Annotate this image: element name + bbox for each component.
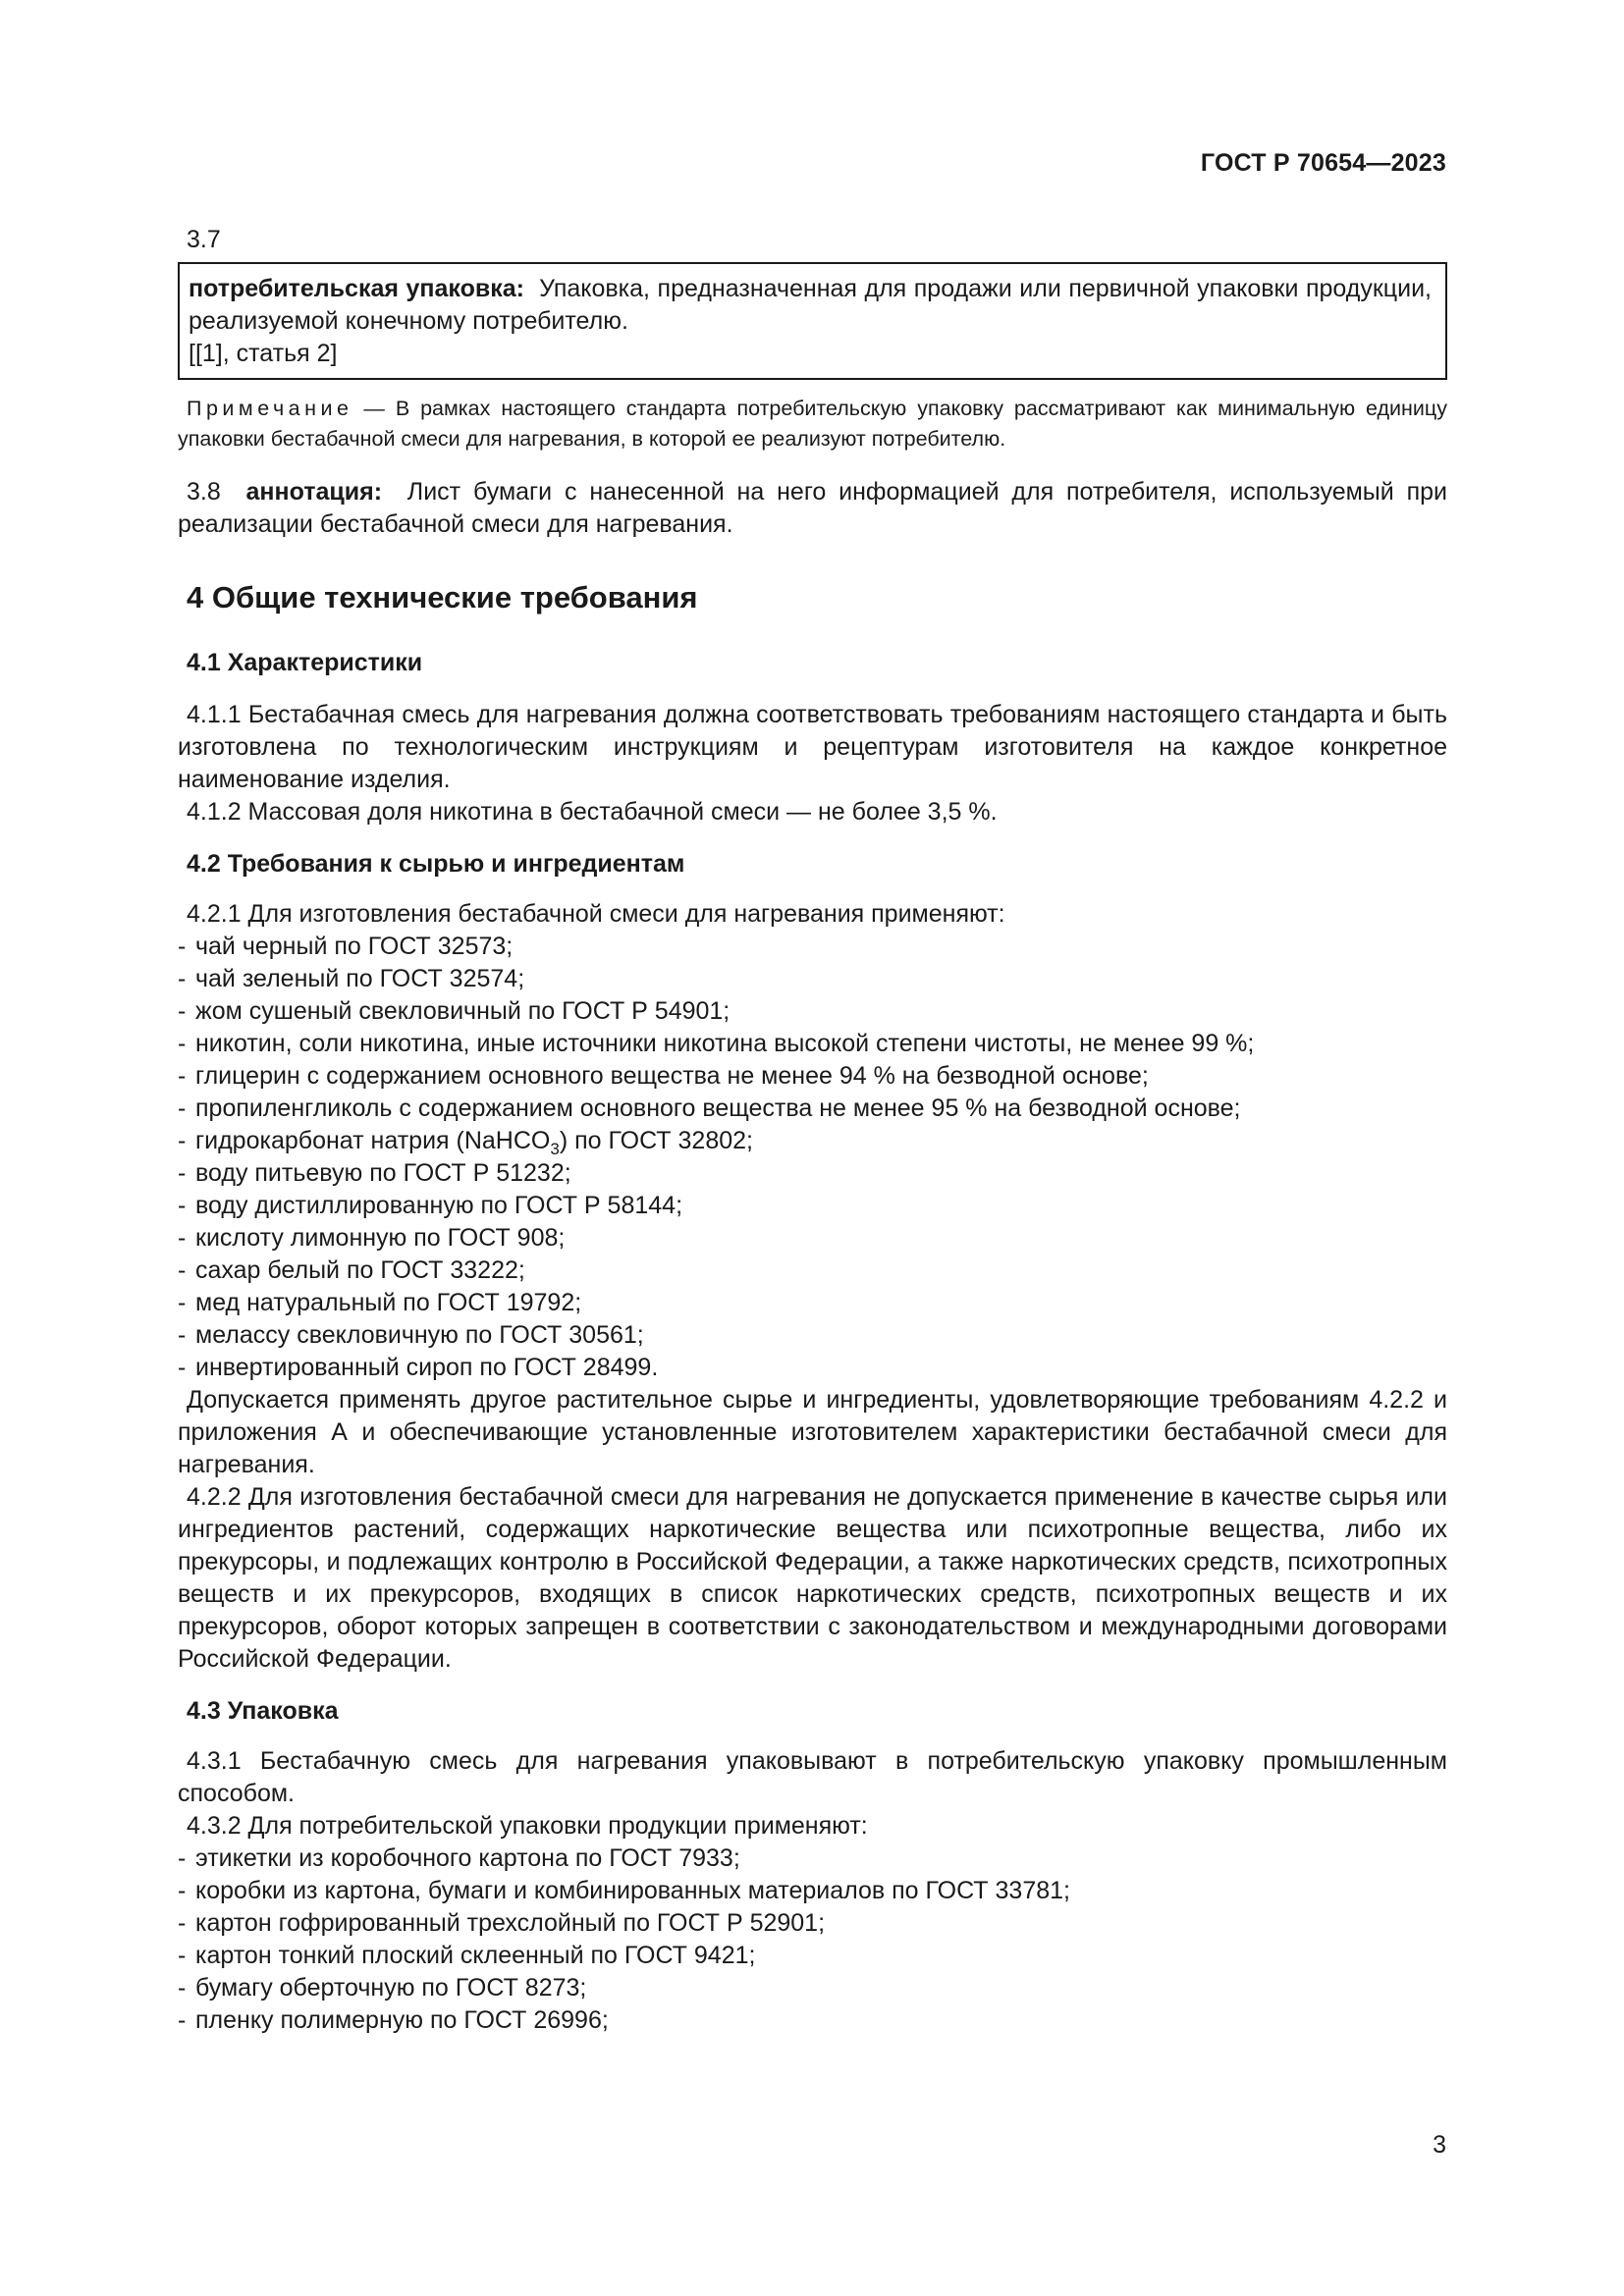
term-3-7-definition: Упаковка, предназначенная для продажи или первичной упаковки продукции, реализуемой конечному потребителю.	[189, 275, 1432, 335]
term-3-8-definition: Лист бумаги с нанесенной на него информацией для потребителя, используемый при реализации бестабачной смеси для нагревания.	[178, 477, 1447, 538]
note-label: Примечание	[187, 397, 353, 420]
paragraph-4-1-1: 4.1.1 Бестабачная смесь для нагревания должна соответствовать требованиям настоящего стандарта и быть изготовлена по технологическим инструкциям и рецептурам изготовителя на каждое конкретное наименование изделия.	[178, 700, 1447, 793]
term-3-8	[178, 476, 1447, 541]
paragraph-allowed: Допускается применять другое растительное сырье и ингредиенты, удовлетворяющие требованиям 4.2.2 и приложения А и обеспечивающие установленные изготовителем характеристики бестабачной смеси для нагревания.	[178, 1385, 1447, 1478]
list-item: - картон гофрированный трехслойный по ГОСТ Р 52901;	[178, 1908, 826, 1937]
list-item: - чай зеленый по ГОСТ 32574;	[178, 964, 525, 992]
section-4-title: 4 Общие технические требования	[187, 579, 698, 614]
term-3-7-term: потребительская упаковка:	[189, 275, 524, 302]
list-item: - воду питьевую по ГОСТ Р 51232;	[178, 1158, 571, 1187]
list-item: - пленку полимерную по ГОСТ 26996;	[178, 2005, 609, 2034]
list-item: - этикетки из коробочного картона по ГОСТ 7933;	[178, 1843, 740, 1872]
term-3-8-term: аннотация:	[245, 477, 383, 506]
list-item: - никотин, соли никотина, иные источники никотина высокой степени чистоты, не менее 99 %;	[178, 1029, 1255, 1057]
list-item: - гидрокарбонат натрия (NaHCO$_3$) по ГОСТ 32802;	[178, 1126, 753, 1158]
term-3-7-source: [[1], статья 2]	[189, 340, 338, 367]
subsection-4-2-title: 4.2 Требования к сырью и ингредиентам	[187, 849, 685, 878]
list-item: - воду дистиллированную по ГОСТ Р 58144;	[178, 1191, 683, 1219]
list-item: - картон тонкий плоский склеенный по ГОСТ 9421;	[178, 1941, 756, 1969]
paragraph-4-1-2: 4.1.2 Массовая доля никотина в бестабачной смеси — не более 3,5 %.	[187, 797, 998, 826]
list-item: - сахар белый по ГОСТ 33222;	[178, 1255, 525, 1284]
subsection-4-3-title: 4.3 Упаковка	[187, 1696, 339, 1725]
page-number: 3	[1433, 2131, 1446, 2159]
paragraph-4-3-2: 4.3.2 Для потребительской упаковки продукции применяют:	[187, 1811, 868, 1840]
note-text: — В рамках настоящего стандарта потребительскую упаковку рассматривают как минимальную единицу упаковки бестабачной смеси для нагревания, в которой ее реализуют потребителю.	[178, 397, 1447, 451]
list-item: - коробки из картона, бумаги и комбинированных материалов по ГОСТ 33781;	[178, 1876, 1070, 1904]
list-item: - инвертированный сироп по ГОСТ 28499.	[178, 1353, 659, 1381]
paragraph-4-2-2: 4.2.2 Для изготовления бестабачной смеси для нагревания не допускается применение в качестве сырья или ингредиентов растений, содержащих наркотические вещества или психотропные вещества, либо их прекурсоры, и подлежащих контролю в Российской Федерации, а также наркотических средств, психотропных веществ и их прекурсоров, входящих в список наркотических средств, психотропных веществ и их прекурсоров, оборот которых запрещен в соответствии с законодательством и международными договорами Российской Федерации.	[178, 1482, 1447, 1673]
page-content	[178, 224, 1447, 2037]
paragraph-4-3-1: 4.3.1 Бестабачную смесь для нагревания упаковывают в потребительскую упаковку промышленным способом.	[178, 1746, 1447, 1807]
term-3-7-box	[178, 262, 1447, 380]
packaging-list	[178, 1842, 1447, 2037]
list-item: - жом сушеный свекловичный по ГОСТ Р 54901;	[178, 996, 731, 1025]
list-item: - мелассу свекловичную по ГОСТ 30561;	[178, 1320, 644, 1349]
list-item: - чай черный по ГОСТ 32573;	[178, 932, 514, 960]
note-3-7	[178, 394, 1447, 454]
list-item: - пропиленгликоль с содержанием основного вещества не менее 95 % на безводной основе;	[178, 1094, 1241, 1122]
term-3-7-number: 3.7	[187, 226, 221, 253]
term-3-8-number: 3.8	[187, 477, 221, 506]
raw-materials-list	[178, 931, 1447, 1384]
list-item: - кислоту лимонную по ГОСТ 908;	[178, 1223, 566, 1252]
paragraph-4-2-1: 4.2.1 Для изготовления бестабачной смеси для нагревания применяют:	[187, 899, 1005, 928]
term-3-7-text	[189, 273, 1432, 338]
list-item: - мед натуральный по ГОСТ 19792;	[178, 1288, 582, 1316]
list-item: - глицерин с содержанием основного вещества не менее 94 % на безводной основе;	[178, 1061, 1149, 1090]
standard-code: ГОСТ Р 70654—2023	[1200, 149, 1446, 177]
list-item: - бумагу оберточную по ГОСТ 8273;	[178, 1973, 587, 2002]
subsection-4-1-title: 4.1 Характеристики	[187, 648, 423, 676]
